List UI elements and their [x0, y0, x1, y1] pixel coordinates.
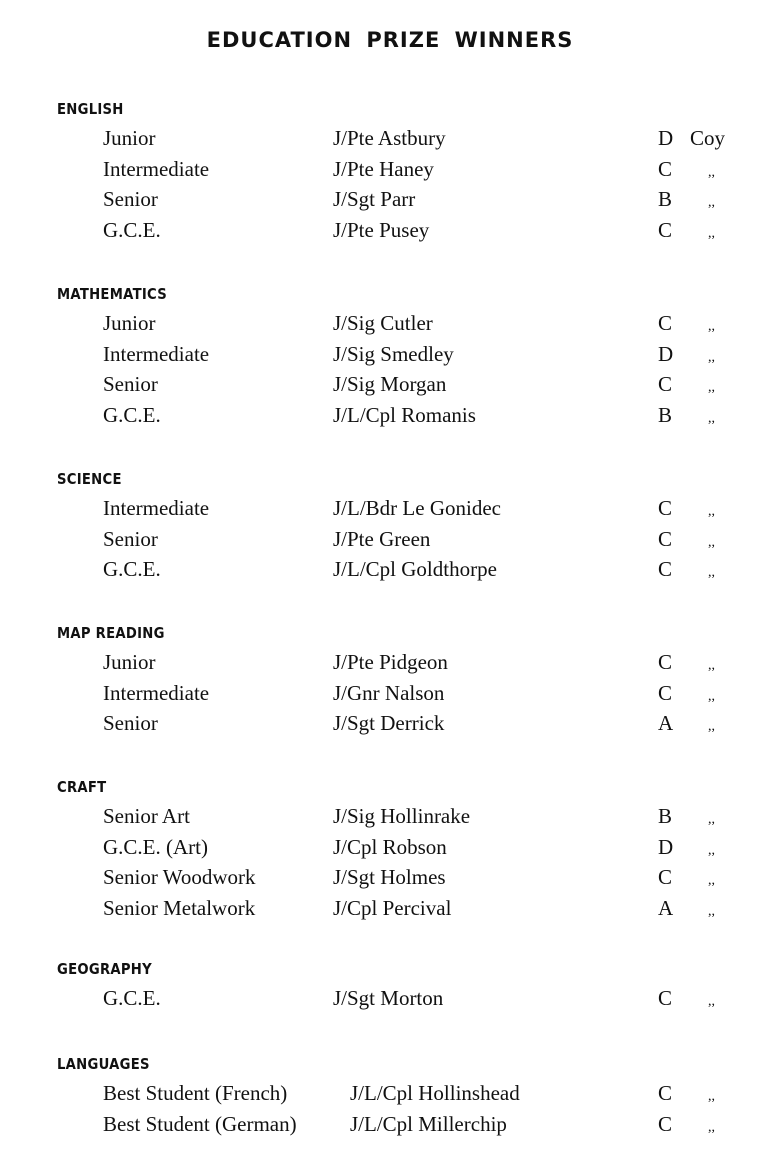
prize-level: Junior — [103, 650, 156, 674]
prize-level: Intermediate — [103, 156, 210, 181]
prize-row — [0, 401, 780, 429]
ditto-mark: ,, — [708, 842, 715, 858]
winner-name: J/Sig Cutler — [333, 311, 433, 335]
company-letter: C — [658, 650, 673, 674]
ditto-mark: ,, — [708, 994, 715, 1009]
winner-name: J/Sig Morgan — [333, 372, 447, 397]
company-letter: A — [658, 895, 674, 920]
ditto-mark: ,, — [708, 873, 715, 889]
winner-name: J/Pte Haney — [333, 156, 434, 181]
winner-name: J/Cpl Percival — [333, 895, 452, 920]
winner-name: J/L/Cpl Millerchip — [350, 1111, 507, 1136]
prize-row — [0, 1079, 780, 1107]
ditto-mark: ,, — [708, 1119, 715, 1135]
page-title: EDUCATION PRIZE WINNERS — [206, 28, 574, 52]
winner-name: J/Sgt Parr — [333, 187, 416, 212]
prize-row — [0, 370, 780, 398]
prize-level: Senior — [103, 526, 158, 551]
prize-row — [0, 984, 780, 1012]
company-letter: C — [658, 156, 673, 181]
prize-row — [0, 216, 780, 244]
prize-level: Intermediate — [103, 341, 210, 366]
section-heading: MAP READING — [57, 624, 165, 642]
prize-row — [0, 894, 780, 922]
prize-level: G.C.E. (Art) — [103, 834, 208, 859]
prize-level: G.C.E. — [103, 557, 161, 582]
company-letter: C — [658, 496, 673, 520]
prize-level: Intermediate — [103, 496, 210, 520]
prize-level: Senior Art — [103, 804, 190, 828]
company-letter: C — [658, 986, 673, 1010]
prize-level: Senior Woodwork — [103, 865, 256, 890]
ditto-mark: ,, — [708, 349, 715, 365]
prize-level: Senior Metalwork — [103, 895, 256, 920]
prize-level: G.C.E. — [103, 217, 161, 242]
winner-name: J/L/Cpl Romanis — [333, 402, 476, 427]
winner-name: J/Pte Astbury — [333, 126, 446, 150]
section-heading: MATHEMATICS — [57, 285, 167, 303]
prize-level: Intermediate — [103, 680, 210, 705]
prize-level: Junior — [103, 126, 156, 150]
ditto-mark: ,, — [708, 719, 715, 735]
prize-row — [0, 679, 780, 707]
prize-level: Senior — [103, 711, 158, 736]
prize-row — [0, 802, 780, 830]
company-letter: A — [658, 711, 674, 736]
winner-name: J/L/Bdr Le Gonidec — [333, 496, 501, 520]
ditto-mark: ,, — [708, 1089, 715, 1104]
company-letter: C — [658, 372, 673, 397]
company-letter: D — [658, 126, 674, 150]
prize-level: Senior — [103, 372, 158, 397]
company-unit: Coy — [690, 126, 726, 150]
ditto-mark: ,, — [708, 319, 715, 334]
company-letter: C — [658, 680, 673, 705]
winner-name: J/L/Cpl Goldthorpe — [333, 557, 497, 582]
winner-name: J/Sgt Holmes — [333, 865, 446, 890]
ditto-mark: ,, — [708, 195, 715, 211]
ditto-mark: ,, — [708, 504, 715, 519]
company-letter: C — [658, 865, 673, 890]
winner-name: J/Sgt Derrick — [333, 711, 445, 736]
ditto-mark: ,, — [708, 225, 715, 241]
prize-row — [0, 340, 780, 368]
section-heading: GEOGRAPHY — [57, 960, 152, 978]
company-letter: D — [658, 834, 674, 859]
prize-row — [0, 525, 780, 553]
winner-name: J/Pte Pusey — [333, 217, 430, 242]
winner-name: J/Cpl Robson — [333, 834, 447, 859]
prize-level: Best Student (French) — [103, 1081, 288, 1105]
section-heading: SCIENCE — [57, 470, 122, 488]
company-letter: B — [658, 402, 673, 427]
company-letter: C — [658, 526, 673, 551]
prize-row — [0, 648, 780, 676]
company-letter: B — [658, 804, 673, 828]
section-heading: ENGLISH — [57, 100, 124, 118]
company-letter: D — [658, 341, 674, 366]
ditto-mark: ,, — [708, 380, 715, 396]
prize-level: G.C.E. — [103, 986, 161, 1010]
company-letter: C — [658, 1081, 673, 1105]
prize-row — [0, 309, 780, 337]
ditto-mark: ,, — [708, 534, 715, 550]
ditto-mark: ,, — [708, 164, 715, 180]
prize-row — [0, 709, 780, 737]
winner-name: J/Gnr Nalson — [333, 680, 445, 705]
ditto-mark: ,, — [708, 565, 715, 581]
ditto-mark: ,, — [708, 903, 715, 919]
winner-name: J/Sig Smedley — [333, 341, 454, 366]
prize-row — [0, 1110, 780, 1138]
prize-row — [0, 833, 780, 861]
section-heading: CRAFT — [57, 778, 107, 796]
ditto-mark: ,, — [708, 812, 715, 827]
winner-name: J/Pte Pidgeon — [333, 650, 448, 674]
prize-row — [0, 555, 780, 583]
company-letter: C — [658, 217, 673, 242]
winner-name: J/Sgt Morton — [333, 986, 444, 1010]
ditto-mark: ,, — [708, 410, 715, 426]
prize-row — [0, 155, 780, 183]
prize-level: Senior — [103, 187, 158, 212]
section-heading: LANGUAGES — [57, 1055, 150, 1073]
company-letter: C — [658, 557, 673, 582]
company-letter: C — [658, 311, 673, 335]
prize-level: Best Student (German) — [103, 1111, 297, 1136]
ditto-mark: ,, — [708, 658, 715, 673]
winner-name: J/Pte Green — [333, 526, 431, 551]
prize-row — [0, 863, 780, 891]
prize-row — [0, 124, 780, 152]
prize-level: G.C.E. — [103, 402, 161, 427]
prize-row — [0, 494, 780, 522]
winner-name: J/L/Cpl Hollinshead — [350, 1081, 520, 1105]
winner-name: J/Sig Hollinrake — [333, 804, 471, 828]
prize-level: Junior — [103, 311, 156, 335]
ditto-mark: ,, — [708, 688, 715, 704]
company-letter: B — [658, 187, 673, 212]
prize-row — [0, 185, 780, 213]
company-letter: C — [658, 1111, 673, 1136]
